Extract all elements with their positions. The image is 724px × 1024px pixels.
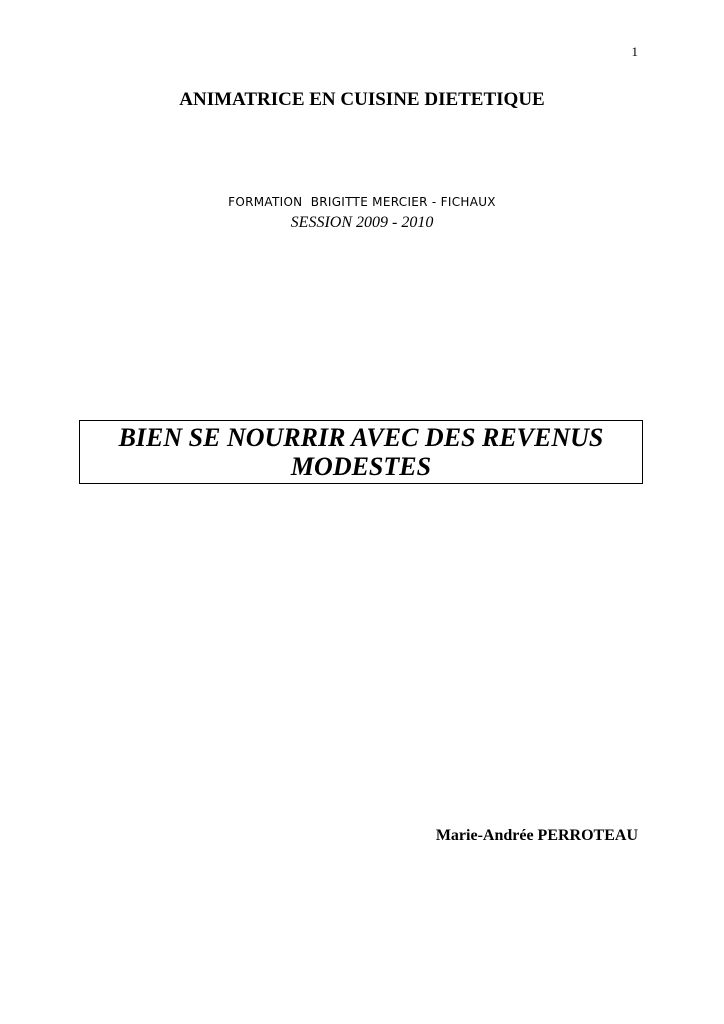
formation-line: FORMATION BRIGITTE MERCIER - FICHAUX [228,195,496,209]
session-line: SESSION 2009 - 2010 [290,214,434,231]
main-heading: ANIMATRICE EN CUISINE DIETETIQUE [179,89,545,110]
document-title-box [79,420,643,484]
page-number: 1 [631,44,638,59]
author-name: Marie-Andrée PERROTEAU [435,827,638,844]
document-title: BIEN SE NOURRIR AVEC DES REVENUS MODESTES [118,423,604,481]
